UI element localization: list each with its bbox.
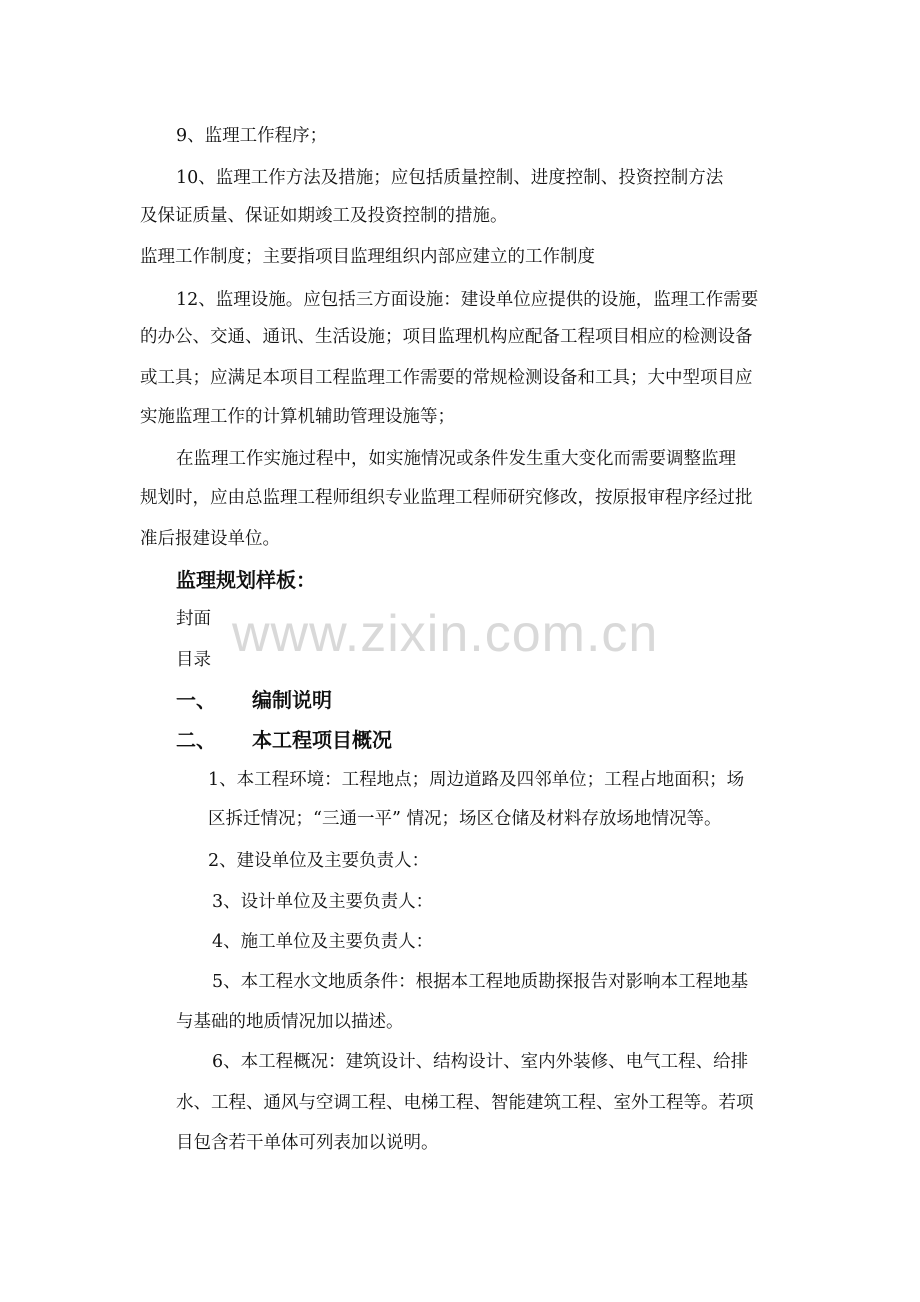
overview-item-3: 3、设计单位及主要负责人： xyxy=(212,892,434,912)
section-1-number: 一、 xyxy=(176,688,216,712)
item-10-line2: 及保证质量、保证如期竣工及投资控制的措施。 xyxy=(140,206,508,226)
item-12-line4: 实施监理工作的计算机辅助管理设施等； xyxy=(140,407,455,427)
watermark: www.zixin.com.cn xyxy=(232,605,659,663)
item-12-line3: 或工具；应满足本项目工程监理工作需要的常规检测设备和工具；大中型项目应 xyxy=(140,368,753,388)
overview-item-4: 4、施工单位及主要负责人： xyxy=(212,932,434,952)
overview-item-5-line2: 与基础的地质情况加以描述。 xyxy=(176,1012,404,1032)
template-title: 监理规划样板： xyxy=(176,568,316,592)
item-11: 监理工作制度；主要指项目监理组织内部应建立的工作制度 xyxy=(140,247,595,267)
item-10-line1: 10、监理工作方法及措施；应包括质量控制、进度控制、投资控制方法 xyxy=(176,168,724,188)
overview-item-1-line2: 区拆迁情况；“三通一平” 情况；场区仓储及材料存放场地情况等。 xyxy=(208,809,722,829)
overview-item-6-line3: 目包含若干单体可列表加以说明。 xyxy=(176,1133,439,1153)
section-2-heading xyxy=(176,727,392,753)
section-1-title: 编制说明 xyxy=(252,688,332,712)
item-12-line2: 的办公、交通、通讯、生活设施；项目监理机构应配备工程项目相应的检测设备 xyxy=(140,327,753,347)
note-line2: 规划时，应由总监理工程师组织专业监理工程师研究修改，按原报审程序经过批 xyxy=(140,488,753,508)
note-line3: 准后报建设单位。 xyxy=(140,529,280,549)
toc-label: 目录 xyxy=(176,650,211,670)
overview-item-1-line1: 1、本工程环境：工程地点；周边道路及四邻单位；工程占地面积；场 xyxy=(208,770,745,790)
overview-item-6-line1: 6、本工程概况：建筑设计、结构设计、室内外装修、电气工程、给排 xyxy=(212,1052,749,1072)
section-2-number: 二、 xyxy=(176,728,216,752)
item-9: 9、监理工作程序； xyxy=(176,126,328,146)
section-2-title: 本工程项目概况 xyxy=(252,728,392,752)
overview-item-6-line2: 水、工程、通风与空调工程、电梯工程、智能建筑工程、室外工程等。若项 xyxy=(176,1093,754,1113)
overview-item-2: 2、建设单位及主要负责人： xyxy=(208,851,430,871)
overview-item-5-line1: 5、本工程水文地质条件：根据本工程地质勘探报告对影响本工程地基 xyxy=(212,972,749,992)
section-1-heading xyxy=(176,687,332,713)
cover-label: 封面 xyxy=(176,609,211,629)
note-line1: 在监理工作实施过程中，如实施情况或条件发生重大变化而需要调整监理 xyxy=(176,449,736,469)
item-12-line1: 12、监理设施。应包括三方面设施：建设单位应提供的设施，监理工作需要 xyxy=(176,290,759,310)
